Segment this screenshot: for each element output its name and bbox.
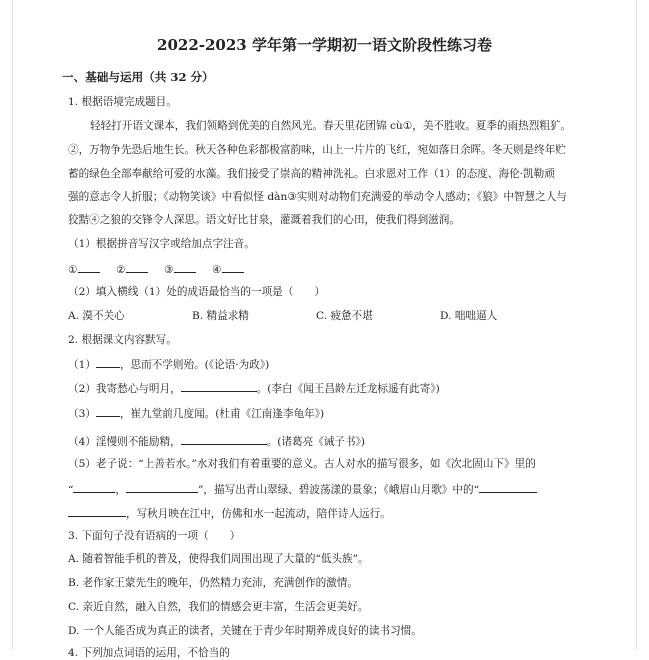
q1-stem: 1. 根据语境完成题目。 [68, 96, 177, 108]
blank-label: ① [68, 264, 78, 276]
answer-blank[interactable] [181, 433, 267, 445]
q2-line-3 [68, 405, 324, 421]
item-number: （3） [68, 408, 96, 420]
q1-passage-line: 强的意志令人折服；《动物笑谈》中看似怪 dàn③实则对动物们充满爱的举动令人感动；《狼》中智慧之人与 [68, 191, 567, 203]
q4-stem-partial: 4. 下列加点词语的运用，不恰当的 [68, 647, 230, 659]
q1-option-c[interactable]: C. 疲惫不堪 [316, 310, 373, 322]
answer-blank[interactable] [181, 380, 257, 392]
page-edge-left [12, 0, 13, 650]
answer-blank[interactable] [78, 261, 100, 273]
answer-blank[interactable] [68, 505, 126, 517]
answer-blank[interactable] [73, 481, 115, 493]
quote-mark: “ [68, 484, 74, 496]
q3-option-c[interactable]: C. 亲近自然，融入自然，我们的情感会更丰富，生活会更美好。 [68, 601, 369, 613]
q1-passage-line: 蓄的绿色全部奉献给可爱的水藻。我们接受了崇高的精神洗礼。白求恩对工作（1）的态度、海伦·凯勒顽 [68, 168, 555, 180]
q1-sub2: （2）填入横线（1）处的成语最恰当的一项是（ ） [68, 286, 326, 298]
item-number: （1） [68, 359, 96, 371]
section-heading-basics: 一、基础与运用（共 32 分） [62, 70, 214, 84]
exam-title: 2022-2023 学年第一学期初一语文阶段性练习卷 [157, 36, 492, 54]
q1-blank-3[interactable] [164, 261, 196, 277]
q1-blank-4[interactable] [212, 261, 244, 277]
q1-option-a[interactable]: A. 漠不关心 [68, 310, 125, 322]
q1-passage-line: ②，万物争先恐后地生长。秋天各种色彩都极富韵味，山上一片片的飞红，宛如落日余晖。冬天则是终年贮 [68, 144, 566, 156]
q3-option-a[interactable]: A. 随着智能手机的普及，使得我们周围出现了大量的“低头族”。 [68, 553, 369, 565]
q1-passage-line: 轻轻打开语文课本，我们领略到优美的自然风光。春天里花团锦 cù①，美不胜收。夏季的雨热烈粗犷。 [90, 120, 572, 132]
q2-line-6 [68, 481, 537, 497]
answer-blank[interactable] [96, 405, 120, 417]
item-text: （4）淫慢则不能励精， [68, 436, 181, 448]
comma: ， [115, 484, 127, 496]
q1-option-d[interactable]: D. 咄咄逼人 [440, 310, 498, 322]
item-text: ，写秋月映在江中，仿佛和水一起流动，陪伴诗人远行。 [126, 508, 391, 520]
answer-blank[interactable] [96, 356, 120, 368]
q3-option-d[interactable]: D. 一个人能否成为真正的读者，关键在于青少年时期养成良好的读书习惯。 [68, 625, 422, 637]
q2-line-7 [68, 505, 391, 521]
q2-stem: 2. 根据课文内容默写。 [68, 334, 177, 346]
item-text: ，思而不学则殆。(《论语·为政》) [119, 359, 270, 371]
answer-blank[interactable] [174, 261, 196, 273]
q2-line-1 [68, 356, 269, 372]
q1-blank-2[interactable] [116, 261, 148, 277]
q1-option-b[interactable]: B. 精益求精 [192, 310, 249, 322]
item-text: ”，描写出青山翠绿、碧波荡漾的景象；《峨眉山月歌》中的“ [198, 484, 479, 496]
answer-blank[interactable] [479, 481, 537, 493]
item-text: （2）我寄愁心与明月， [68, 383, 181, 395]
blank-label: ④ [212, 264, 222, 276]
answer-blank[interactable] [126, 481, 198, 493]
q3-option-b[interactable]: B. 老作家王蒙先生的晚年，仍然精力充沛，充满创作的激情。 [68, 577, 358, 589]
blank-label: ② [116, 264, 126, 276]
page-edge-right [636, 0, 637, 650]
q2-line-4 [68, 433, 365, 449]
item-text: ，崔九堂前几度闻。(杜甫《江南逢李龟年》) [119, 408, 325, 420]
q1-passage-line: 狡黠④之狼的交锋令人深思。语文好比甘泉，灌溉着我们的心田，使我们得到滋润。 [68, 214, 460, 226]
q3-stem: 3. 下面句子没有语病的一项（ ） [68, 530, 241, 542]
q2-line-2 [68, 380, 440, 396]
answer-blank[interactable] [126, 261, 148, 273]
blank-label: ③ [164, 264, 174, 276]
q1-sub1: （1）根据拼音写汉字或给加点字注音。 [68, 238, 255, 250]
item-text: 。(诸葛亮《诫子书》) [266, 436, 365, 448]
answer-blank[interactable] [222, 261, 244, 273]
q1-blank-1[interactable] [68, 261, 100, 277]
q2-line-5: （5）老子说：“上善若水。”水对我们有着重要的意义。古人对水的描写很多，如《次北固山下》里的 [68, 458, 536, 470]
item-text: 。(李白《闻王昌龄左迁龙标遥有此寄》) [256, 383, 440, 395]
